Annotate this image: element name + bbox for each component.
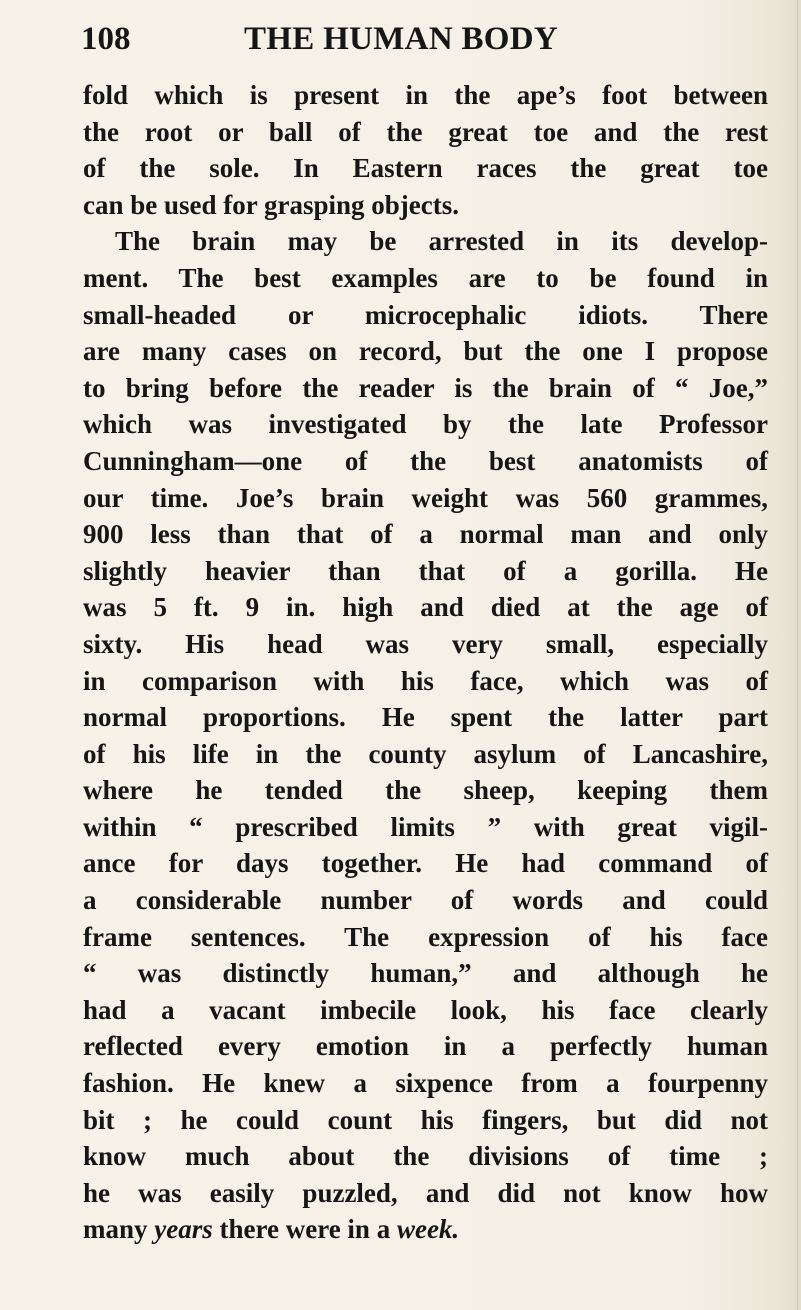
text-line: ance for days together. He had command of xyxy=(83,848,768,879)
final-line-part: there were in a xyxy=(212,1214,397,1245)
italic-word-week: week. xyxy=(396,1214,460,1245)
text-line: reflected every emotion in a perfectly human xyxy=(83,1031,768,1062)
paragraph-start-line: The brain may be arrested in its develop- xyxy=(115,226,768,257)
page-header xyxy=(81,14,761,64)
text-line: which was investigated by the late Professor xyxy=(83,409,768,440)
page-number: 108 xyxy=(81,21,131,57)
text-line: he was easily puzzled, and did not know how xyxy=(83,1177,768,1208)
page-edge xyxy=(797,0,798,1310)
text-line: to bring before the reader is the brain of “ Joe,” xyxy=(83,372,768,403)
text-line: 900 less than that of a normal man and only xyxy=(83,519,768,550)
text-line: Cunningham—one of the best anatomists of xyxy=(83,445,768,476)
text-line: within “ prescribed limits ” with great vigil- xyxy=(83,811,768,842)
final-text-line xyxy=(83,1211,768,1248)
text-line: in comparison with his face, which was of xyxy=(83,665,768,696)
text-line: was 5 ft. 9 in. high and died at the age of xyxy=(83,592,768,623)
final-line-part: many xyxy=(83,1214,155,1245)
text-line: fashion. He knew a sixpence from a fourpenny xyxy=(83,1068,768,1099)
text-line: can be used for grasping objects. xyxy=(83,189,460,220)
text-line: normal proportions. He spent the latter part xyxy=(83,702,768,733)
text-line: slightly heavier than that of a gorilla. He xyxy=(83,555,768,586)
text-line: bit ; he could count his fingers, but did not xyxy=(83,1104,768,1135)
text-line: our time. Joe’s brain weight was 560 grammes, xyxy=(83,482,768,513)
text-line: of the sole. In Eastern races the great toe xyxy=(83,153,768,184)
text-line: small-headed or microcephalic idiots. There xyxy=(83,299,768,330)
running-head: THE HUMAN BODY xyxy=(244,21,559,57)
text-line: “ was distinctly human,” and although he xyxy=(83,958,768,989)
text-line: a considerable number of words and could xyxy=(83,885,768,916)
text-line: know much about the divisions of time ; xyxy=(83,1141,768,1172)
text-line: sixty. His head was very small, especially xyxy=(83,628,768,659)
text-line: had a vacant imbecile look, his face clearly xyxy=(83,994,768,1025)
body-text xyxy=(83,77,768,1248)
text-line: frame sentences. The expression of his face xyxy=(83,921,768,952)
text-line: of his life in the county asylum of Lancashire, xyxy=(83,738,768,769)
text-line: fold which is present in the ape’s foot between xyxy=(83,80,768,110)
text-line: are many cases on record, but the one I propose xyxy=(83,336,768,367)
text-line: ment. The best examples are to be found in xyxy=(83,262,768,293)
italic-word-years: years xyxy=(154,1214,213,1245)
text-line: the root or ball of the great toe and the rest xyxy=(83,116,768,147)
text-line: where he tended the sheep, keeping them xyxy=(83,775,768,806)
